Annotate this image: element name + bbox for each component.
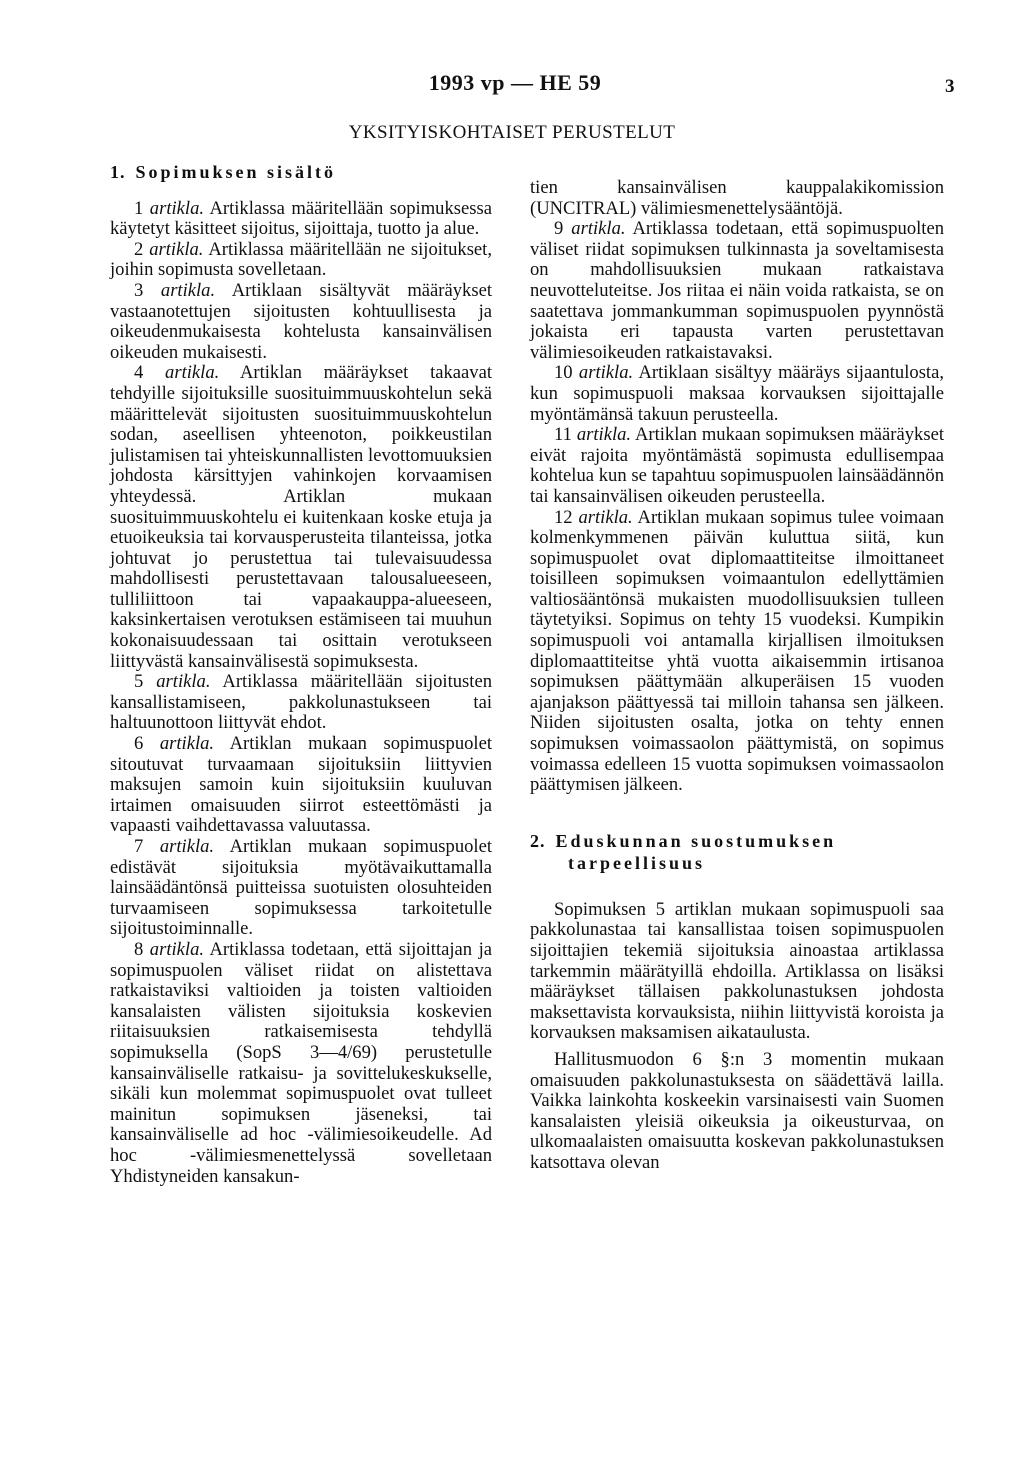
article-number: 2 [134, 238, 144, 260]
section-1-title: Sopimuksen sisältö [135, 162, 337, 182]
article-paragraph [110, 672, 492, 734]
article-label: artikla. [156, 671, 211, 693]
article-label: artikla. [571, 218, 626, 240]
article-text: Artiklassa todetaan, että sopimuspuolten väliset riidat sopimuksen tulkinnasta ja soveltamisesta on mahdollisuuksien mukaan ratkaistava neuvotteluteitse. Jos riitaa ei näin voida ratkaista, se on saatettava jommankumman sopimuspuolen pyynnöstä jokaista eri tapausta varten perustettavan välimiesoikeuden ratkaistavaksi. [530, 218, 945, 363]
page-header [0, 70, 1024, 102]
article-number: 5 [134, 671, 144, 693]
article-label: artikla. [578, 362, 634, 384]
article-text: Artiklassa määritellään ne sijoitukset, joihin sopimusta sovelletaan. [110, 238, 492, 281]
article-number: 1 [134, 197, 144, 219]
article-text: Artiklassa määritellään sijoitusten kansallistamiseen, pakkolunastukseen tai haltuunottoon liittyvät ehdot. [110, 671, 493, 734]
article-text: Artiklan määräykset takaavat tehdyille sijoituksille suosituimmuuskohtelun sekä määrittelevät sijoitusten suosituimmuuskohtelun sodan, aseellisen yhteenoton, poikkeustilan julistamisen tai yhteiskunnallisten levottomuuksien johdosta kärsittyjen vahinkojen korvaamisen yhteydessä. Artiklan mukaan suosituimmuuskohtelu ei kuitenkaan koske etuja ja etuoikeuksia tai korvausperusteita tilanteissa, jotka johtuvat jo perustettua tai tulevaisuudessa mahdollisesti perustettavaan talousalueeseen, tulliliittoon tai vapaakauppa-alueeseen, kaksinkertaisen verotuksen estämiseen tai muuhun kokonaisuudessaan tai osittain verotukseen liittyvästä kansainvälisestä sopimuksesta. [110, 362, 493, 672]
article-label: artikla. [159, 733, 215, 755]
article-text: Artiklaan sisältyvät määräykset vastaanotettujen sijoitusten kohtuullisesta ja oikeudenmukaisesta kohtelusta kansainvälisen oikeuden mukaisesti. [110, 279, 492, 363]
article-paragraph [110, 837, 492, 940]
article-number: 11 [554, 424, 572, 446]
running-head: 1993 vp — HE 59 [428, 70, 602, 95]
article-label: artikla. [578, 506, 633, 528]
article-number: 12 [554, 506, 573, 528]
article-paragraph [110, 363, 492, 672]
article-number: 4 [134, 362, 144, 384]
article-number: 9 [554, 218, 564, 240]
page-number: 3 [945, 76, 955, 97]
article-number: 3 [134, 279, 144, 301]
article-label: artikla. [159, 836, 215, 857]
continuation-paragraph: tien kansainvälisen kauppalakikomission (UNCITRAL) välimiesmenettelysääntöjä. [530, 177, 944, 219]
section-2-title-line1: Eduskunnan suostumuksen [555, 830, 837, 851]
article-label: artikla. [149, 197, 205, 219]
article-paragraph [530, 508, 944, 796]
section-1-heading [110, 162, 492, 183]
article-paragraph [110, 199, 492, 240]
article-paragraph [530, 425, 944, 507]
article-label: artikla. [165, 362, 220, 384]
article-paragraph [110, 940, 492, 1187]
article-text: Artiklaan sisältyy määräys sijaantulosta, kun sopimuspuoli maksaa korvauksen sijoittajalle myöntämänsä takuun perusteella. [530, 362, 944, 425]
article-paragraph [530, 363, 944, 425]
article-text: Artiklan mukaan sopimus tulee voimaan kolmenkymmenen päivän kuluttua siitä, kun sopimuspuolet ovat diplomaattiteitse ilmoittaneet toisilleen sopimuksen voimaantulon edellyttämien valtiosääntönsä mukaisten muodollisuuksien tulleen täytetyiksi. Sopimus on tehty 15 vuodeksi. Kumpikin sopimuspuoli voi antamalla kirjallisen ilmoituksen diplomaattiteitse yhtä vuotta aikaisemmin irtisanoa sopimuksen päättymään alkuperäisen 15 vuoden ajanjakson päättyessä tai milloin tahansa sen jälkeen. Niiden sijoitusten osalta, jotka on tehty ennen sopimuksen voimassaolon päättymistä, on sopimus voimassa edelleen 15 vuotta sopimuksen voimassaolon päättymisen jälkeen. [530, 506, 944, 796]
article-number: 10 [554, 362, 573, 384]
article-text: Artiklassa todetaan, että sijoittajan ja sopimuspuolen väliset riidat on alistettava ratkaistaviksi valtioiden ja toisten valtioiden kansalaisten välisten sijoituksia koskevien riitaisuuksien ratkaisemisesta tehdyllä sopimuksella (SopS 3—4/69) perustetulle kansainväliselle ratkaisu- ja sovittelukeskukselle, sikäli kun molemmat sopimuspuolet ovat tulleet mainitun sopimuksen jäseneksi, tai kansainväliselle ad hoc -välimiesoikeudelle. Ad hoc -välimiesmenettelyssä sovelletaan Yhdistyneiden kansakun- [110, 938, 492, 1187]
article-label: artikla. [160, 279, 216, 301]
section-2-paragraph: Sopimuksen 5 artiklan mukaan sopimuspuoli saa pakkolunastaa tai kansallistaa toisen sopimuspuolen sijoittajien tekemiä sijoituksia ainoastaa artiklassa tarkemmin määrätyillä ehdoilla. Artiklassa on lisäksi määräykset tällaisen pakkolunastuksen johdosta maksettavista korvauksista, niihin liittyvistä koroista ja korvauksen maksamisen aikataulusta. [530, 898, 944, 1044]
section-2-title-line2: tarpeellisuus [568, 852, 706, 873]
article-text: Artiklan mukaan sopimuspuolet sitoutuvat turvaamaan sijoituksiin liittyvien maksujen samoin kuin sijoituksiin kuuluvan irtaimen omaisuuden siirrot esteettömästi ja vapaasti vaihdettavassa valuutassa. [110, 733, 492, 837]
article-paragraph [110, 281, 492, 363]
section-1-number: 1. [110, 162, 126, 182]
section-2-number: 2. [530, 830, 546, 851]
article-label: artikla. [149, 938, 205, 960]
article-text: Artiklan mukaan sopimuksen määräykset eivät rajoita myöntämästä sopimusta edullisempaa kohtelua kun se tapahtuu sopimuspuolen lainsäädännön tai kansainvälisen oikeuden perusteella. [530, 424, 944, 507]
article-number: 8 [134, 938, 144, 960]
article-number: 6 [134, 733, 144, 755]
article-number: 7 [134, 836, 144, 857]
article-text: Artiklan mukaan sopimuspuolet edistävät sijoituksia myötävaikuttamalla lainsäädäntönsä puitteissa suotuisten olosuhteiden turvaamiseen sopimuksessa tarkoitetulle sijoitustoiminnalle. [110, 836, 492, 940]
article-text: Artiklassa määritellään sopimuksessa käytetyt käsitteet sijoitus, sijoittaja, tuotto ja alue. [110, 197, 492, 240]
right-column [530, 178, 944, 1174]
article-label: artikla. [149, 238, 204, 260]
article-paragraph [110, 734, 492, 837]
section-2-paragraph: Hallitusmuodon 6 §:n 3 momentin mukaan omaisuuden pakkolunastuksesta on säädettävä lailla. Vaikka lainkohta koskeekin varsinaisesti vain Suomen kansalaisten yleisiä oikeuksia ja oikeusturvaa, on ulkomaalaisten omaisuutta koskevan pakkolunastuksen katsottava olevan [530, 1048, 944, 1173]
document-title: YKSITYISKOHTAISET PERUSTELUT [348, 122, 676, 143]
article-paragraph [110, 240, 492, 281]
article-paragraph [530, 219, 944, 363]
article-label: artikla. [576, 424, 632, 446]
left-column [110, 162, 492, 1187]
section-2-heading [530, 830, 944, 874]
